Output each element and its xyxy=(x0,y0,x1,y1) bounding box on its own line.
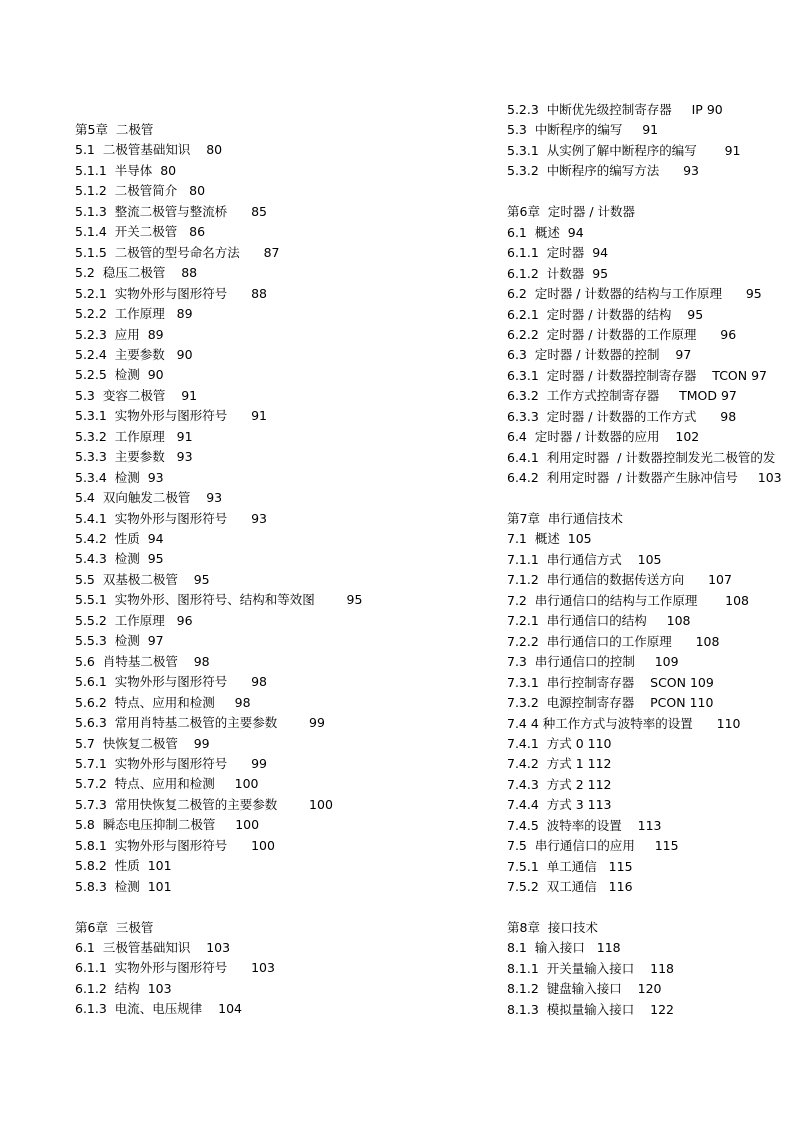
toc-entry: 5.7.1 实物外形与图形符号 99 xyxy=(75,755,267,771)
toc-entry: 5.6.1 实物外形与图形符号 98 xyxy=(75,674,267,690)
toc-entry: 6.4.1 利用定时器 / 计数器控制发光二极管的发 xyxy=(507,449,776,465)
toc-entry: 5.6 肖特基二极管 98 xyxy=(75,653,210,669)
toc-entry: 5.5.3 检测 97 xyxy=(75,633,164,649)
toc-entry: 5.2.5 检测 90 xyxy=(75,367,164,383)
toc-entry: 5.8.3 检测 101 xyxy=(75,878,172,894)
toc-entry: 6.1.1 实物外形与图形符号 103 xyxy=(75,960,275,976)
toc-entry: 7.5.1 单工通信 115 xyxy=(507,858,633,874)
toc-entry: 5.4.3 检测 95 xyxy=(75,551,164,567)
toc-entry: 5.3.4 检测 93 xyxy=(75,469,164,485)
toc-entry: 5.1.2 二极管简介 80 xyxy=(75,183,206,199)
toc-entry: 6.4.2 利用定时器 / 计数器产生脉冲信号 103 xyxy=(507,470,782,486)
toc-entry: 5.1.1 半导体 80 xyxy=(75,162,177,178)
toc-entry: 7.2 串行通信口的结构与工作原理 108 xyxy=(507,592,749,608)
toc-entry: 5.2 稳压二极管 88 xyxy=(75,265,198,281)
toc-entry: 5.2.3 应用 89 xyxy=(75,326,164,342)
toc-entry: 7.1 概述 105 xyxy=(507,531,592,547)
toc-entry: 7.5.2 双工通信 116 xyxy=(507,879,633,895)
chapter-heading: 第8章 接口技术 xyxy=(507,920,598,935)
toc-entry: 7.4.4 方式 3 113 xyxy=(507,797,612,813)
toc-entry: 6.2.1 定时器 / 计数器的结构 95 xyxy=(507,306,704,322)
toc-entry: 5.1.4 开关二极管 86 xyxy=(75,224,206,240)
chapter-heading: 第5章 二极管 xyxy=(75,122,154,137)
toc-entry: 6.1 概述 94 xyxy=(507,224,584,240)
toc-entry: 5.3.1 从实例了解中断程序的编写 91 xyxy=(507,142,741,158)
toc-entry: 5.6.3 常用肖特基二极管的主要参数 99 xyxy=(75,715,325,731)
toc-entry: 5.5.2 工作原理 96 xyxy=(75,612,193,628)
toc-entry: 6.3.1 定时器 / 计数器控制寄存器 TCON 97 xyxy=(507,367,768,383)
toc-entry: 7.5 串行通信口的应用 115 xyxy=(507,838,679,854)
toc-entry: 8.1.3 模拟量输入接口 122 xyxy=(507,1001,675,1017)
toc-entry: 7.3.1 串行控制寄存器 SCON 109 xyxy=(507,674,714,690)
toc-entry: 5.3.3 主要参数 93 xyxy=(75,449,193,465)
toc-entry: 7.1.1 串行通信方式 105 xyxy=(507,551,662,567)
toc-entry: 5.3 中断程序的编写 91 xyxy=(507,122,659,138)
toc-entry: 6.1.1 定时器 94 xyxy=(507,245,609,261)
toc-entry: 5.4.1 实物外形与图形符号 93 xyxy=(75,510,267,526)
toc-entry: 7.4.1 方式 0 110 xyxy=(507,735,612,751)
toc-entry: 6.3.2 工作方式控制寄存器 TMOD 97 xyxy=(507,388,737,404)
toc-entry: 5.8.2 性质 101 xyxy=(75,858,172,874)
toc-entry: 5.3.2 中断程序的编写方法 93 xyxy=(507,163,699,179)
toc-entry: 6.3 定时器 / 计数器的控制 97 xyxy=(507,347,692,363)
toc-entry: 7.4.5 波特率的设置 113 xyxy=(507,817,662,833)
toc-entry: 5.7 快恢复二极管 99 xyxy=(75,735,210,751)
toc-entry: 5.8 瞬态电压抑制二极管 100 xyxy=(75,817,260,833)
toc-entry: 5.8.1 实物外形与图形符号 100 xyxy=(75,837,275,853)
toc-entry: 6.2 定时器 / 计数器的结构与工作原理 95 xyxy=(507,286,762,302)
toc-entry: 7.4.2 方式 1 112 xyxy=(507,756,612,772)
toc-entry: 5.5 双基极二极管 95 xyxy=(75,571,210,587)
toc-entry: 5.2.1 实物外形与图形符号 88 xyxy=(75,285,267,301)
toc-entry: 6.1.2 结构 103 xyxy=(75,980,172,996)
toc-entry: 6.1 三极管基础知识 103 xyxy=(75,940,231,955)
toc-entry: 6.3.3 定时器 / 计数器的工作方式 98 xyxy=(507,408,737,424)
toc-entry: 5.6.2 特点、应用和检测 98 xyxy=(75,694,251,710)
toc-entry: 5.2.2 工作原理 89 xyxy=(75,306,193,322)
toc-entry: 7.1.2 串行通信的数据传送方向 107 xyxy=(507,572,732,588)
toc-entry: 5.7.3 常用快恢复二极管的主要参数 100 xyxy=(75,796,333,812)
toc-entry: 5.1.5 二极管的型号命名方法 87 xyxy=(75,244,280,260)
toc-entry: 5.5.1 实物外形、图形符号、结构和等效图 95 xyxy=(75,592,363,608)
toc-entry: 7.3.2 电源控制寄存器 PCON 110 xyxy=(507,695,714,711)
toc-entry: 7.2.2 串行通信口的工作原理 108 xyxy=(507,633,720,649)
toc-entry: 5.4 双向触发二极管 93 xyxy=(75,490,223,506)
toc-entry: 5.1.3 整流二极管与整流桥 85 xyxy=(75,203,267,219)
toc-entry: 7.4.3 方式 2 112 xyxy=(507,776,612,792)
chapter-heading: 第7章 串行通信技术 xyxy=(507,511,623,526)
toc-entry: 8.1.1 开关量输入接口 118 xyxy=(507,960,675,976)
toc-entry: 5.3 变容二极管 91 xyxy=(75,387,198,403)
toc-entry: 5.7.2 特点、应用和检测 100 xyxy=(75,776,259,792)
toc-entry: 8.1.2 键盘输入接口 120 xyxy=(507,981,662,997)
chapter-heading: 第6章 三极管 xyxy=(75,919,154,935)
toc-entry: 5.1 二极管基础知识 80 xyxy=(75,142,223,158)
toc-entry: 8.1 输入接口 118 xyxy=(507,940,621,956)
toc-entry: 6.2.2 定时器 / 计数器的工作原理 96 xyxy=(507,326,737,342)
toc-entry: 7.3 串行通信口的控制 109 xyxy=(507,654,679,670)
chapter-heading: 第6章 定时器 / 计数器 xyxy=(507,204,636,220)
toc-entry: 6.1.2 计数器 95 xyxy=(507,265,609,281)
toc-entry: 5.2.3 中断优先级控制寄存器 IP 90 xyxy=(507,102,723,117)
toc-entry: 7.4 4 种工作方式与波特率的设置 110 xyxy=(507,715,741,731)
toc-entry: 6.1.3 电流、电压规律 104 xyxy=(75,1001,243,1017)
toc-entry: 5.2.4 主要参数 90 xyxy=(75,346,193,362)
toc-entry: 7.2.1 串行通信口的结构 108 xyxy=(507,613,691,629)
toc-entry: 5.3.2 工作原理 91 xyxy=(75,428,193,444)
toc-entry: 5.3.1 实物外形与图形符号 91 xyxy=(75,408,267,424)
toc-entry: 5.4.2 性质 94 xyxy=(75,531,164,546)
toc-entry: 6.4 定时器 / 计数器的应用 102 xyxy=(507,429,700,445)
